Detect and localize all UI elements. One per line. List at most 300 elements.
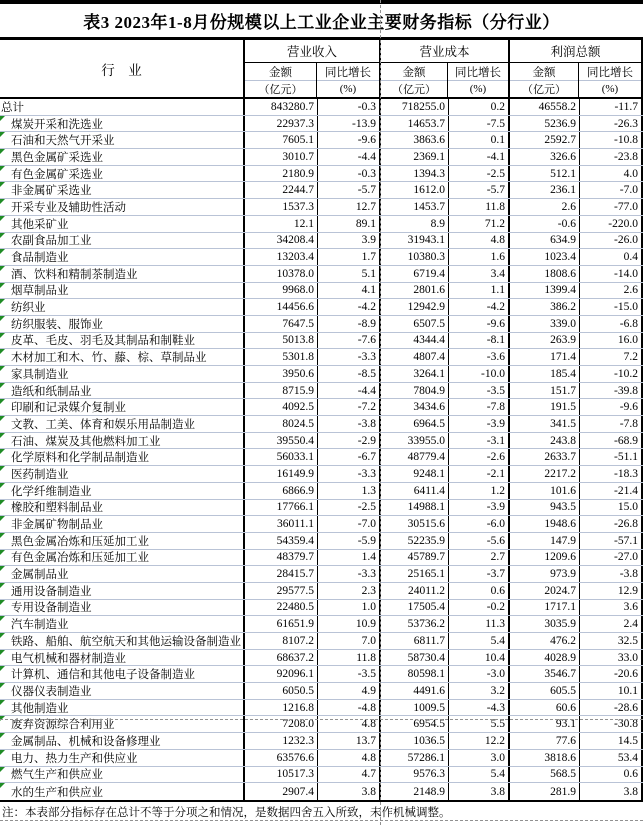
profit-amount-cell[interactable]: 2592.7 <box>510 132 580 148</box>
profit-growth-cell[interactable]: -14.0 <box>580 266 643 282</box>
industry-cell[interactable] <box>0 466 245 482</box>
profit-growth-cell[interactable]: 12.9 <box>580 583 643 599</box>
industry-cell[interactable] <box>0 733 245 749</box>
cost-amount-cell[interactable]: 2801.6 <box>381 283 449 299</box>
cost-amount-cell[interactable]: 6954.5 <box>381 716 449 732</box>
industry-cell[interactable] <box>0 299 245 315</box>
table-row[interactable] <box>0 316 643 333</box>
profit-growth-cell[interactable]: -10.8 <box>580 132 643 148</box>
revenue-growth-cell[interactable]: 11.8 <box>318 650 381 666</box>
revenue-growth-cell[interactable]: -7.2 <box>318 399 381 415</box>
table-row[interactable] <box>0 650 643 667</box>
industry-cell[interactable] <box>0 366 245 382</box>
table-row[interactable] <box>0 700 643 717</box>
table-row[interactable] <box>0 767 643 784</box>
revenue-growth-cell[interactable]: -7.6 <box>318 333 381 349</box>
revenue-growth-cell[interactable]: -0.3 <box>318 166 381 182</box>
profit-growth-cell[interactable]: -11.7 <box>580 99 643 115</box>
revenue-amount-cell[interactable]: 4092.5 <box>245 399 318 415</box>
cost-growth-cell[interactable]: 11.8 <box>449 199 510 215</box>
cost-growth-cell[interactable]: -3.7 <box>449 566 510 582</box>
profit-growth-cell[interactable]: 3.8 <box>580 783 643 800</box>
profit-amount-cell[interactable]: 147.9 <box>510 533 580 549</box>
cost-amount-cell[interactable]: 52235.9 <box>381 533 449 549</box>
revenue-growth-cell[interactable]: -9.6 <box>318 132 381 148</box>
profit-amount-cell[interactable]: -0.6 <box>510 216 580 232</box>
industry-cell[interactable] <box>0 550 245 566</box>
cost-amount-cell[interactable]: 1612.0 <box>381 182 449 198</box>
cost-amount-cell[interactable]: 45789.7 <box>381 550 449 566</box>
profit-growth-cell[interactable]: -15.0 <box>580 299 643 315</box>
profit-growth-cell[interactable]: 2.6 <box>580 283 643 299</box>
profit-growth-cell[interactable]: 0.4 <box>580 249 643 265</box>
cost-amount-cell[interactable]: 58730.4 <box>381 650 449 666</box>
revenue-growth-cell[interactable]: -5.7 <box>318 182 381 198</box>
header-industry[interactable]: 行 业 <box>0 40 245 97</box>
cost-amount-cell[interactable]: 33955.0 <box>381 433 449 449</box>
profit-amount-cell[interactable]: 1399.4 <box>510 283 580 299</box>
revenue-amount-cell[interactable]: 68637.2 <box>245 650 318 666</box>
cost-growth-cell[interactable]: 1.1 <box>449 283 510 299</box>
industry-cell[interactable] <box>0 149 245 165</box>
table-row[interactable] <box>0 333 643 350</box>
revenue-growth-cell[interactable]: -2.9 <box>318 433 381 449</box>
revenue-growth-cell[interactable]: 4.9 <box>318 683 381 699</box>
revenue-amount-cell[interactable]: 36011.1 <box>245 516 318 532</box>
profit-growth-cell[interactable]: 10.1 <box>580 683 643 699</box>
revenue-amount-cell[interactable]: 10378.0 <box>245 266 318 282</box>
header-cost-growth[interactable]: 同比增长 (%) <box>448 63 508 97</box>
cost-growth-cell[interactable]: 12.2 <box>449 733 510 749</box>
profit-amount-cell[interactable]: 386.2 <box>510 299 580 315</box>
cost-growth-cell[interactable]: -4.1 <box>449 149 510 165</box>
cost-growth-cell[interactable]: -7.5 <box>449 116 510 132</box>
table-row[interactable] <box>0 566 643 583</box>
cost-growth-cell[interactable]: -9.6 <box>449 316 510 332</box>
cost-growth-cell[interactable]: 3.0 <box>449 750 510 766</box>
profit-growth-cell[interactable]: -18.3 <box>580 466 643 482</box>
profit-amount-cell[interactable]: 2024.7 <box>510 583 580 599</box>
revenue-growth-cell[interactable]: 3.9 <box>318 233 381 249</box>
revenue-growth-cell[interactable]: -7.0 <box>318 516 381 532</box>
cost-growth-cell[interactable]: 1.6 <box>449 249 510 265</box>
industry-cell[interactable] <box>0 132 245 148</box>
profit-growth-cell[interactable]: -23.8 <box>580 149 643 165</box>
cost-amount-cell[interactable]: 3264.1 <box>381 366 449 382</box>
revenue-growth-cell[interactable]: -8.9 <box>318 316 381 332</box>
profit-amount-cell[interactable]: 339.0 <box>510 316 580 332</box>
revenue-growth-cell[interactable]: -2.5 <box>318 500 381 516</box>
profit-amount-cell[interactable]: 2217.2 <box>510 466 580 482</box>
revenue-amount-cell[interactable]: 54359.4 <box>245 533 318 549</box>
cost-growth-cell[interactable]: 3.4 <box>449 266 510 282</box>
revenue-amount-cell[interactable]: 29577.5 <box>245 583 318 599</box>
revenue-growth-cell[interactable]: -5.9 <box>318 533 381 549</box>
industry-cell[interactable] <box>0 349 245 365</box>
cost-amount-cell[interactable]: 9248.1 <box>381 466 449 482</box>
cost-growth-cell[interactable]: 2.7 <box>449 550 510 566</box>
cost-growth-cell[interactable]: 71.2 <box>449 216 510 232</box>
industry-cell[interactable] <box>0 383 245 399</box>
cost-growth-cell[interactable]: -5.7 <box>449 182 510 198</box>
industry-cell[interactable] <box>0 716 245 732</box>
cost-amount-cell[interactable]: 24011.2 <box>381 583 449 599</box>
cost-growth-cell[interactable]: -2.5 <box>449 166 510 182</box>
profit-growth-cell[interactable]: -9.6 <box>580 399 643 415</box>
cost-growth-cell[interactable]: 3.2 <box>449 683 510 699</box>
profit-amount-cell[interactable]: 243.8 <box>510 433 580 449</box>
cost-amount-cell[interactable]: 80598.1 <box>381 666 449 682</box>
revenue-amount-cell[interactable]: 6050.5 <box>245 683 318 699</box>
revenue-growth-cell[interactable]: -8.5 <box>318 366 381 382</box>
table-row[interactable] <box>0 116 643 133</box>
revenue-growth-cell[interactable]: -3.8 <box>318 416 381 432</box>
revenue-growth-cell[interactable]: 4.8 <box>318 750 381 766</box>
header-revenue-label[interactable]: 营业收入 <box>245 40 379 63</box>
cost-amount-cell[interactable]: 1036.5 <box>381 733 449 749</box>
profit-growth-cell[interactable]: -26.0 <box>580 233 643 249</box>
profit-growth-cell[interactable]: 3.6 <box>580 600 643 616</box>
profit-amount-cell[interactable]: 512.1 <box>510 166 580 182</box>
revenue-growth-cell[interactable]: 4.8 <box>318 716 381 732</box>
revenue-growth-cell[interactable]: -4.2 <box>318 299 381 315</box>
cost-amount-cell[interactable]: 48779.4 <box>381 449 449 465</box>
profit-growth-cell[interactable]: 7.2 <box>580 349 643 365</box>
industry-cell[interactable] <box>0 700 245 716</box>
table-row[interactable] <box>0 266 643 283</box>
page-title[interactable]: 表3 2023年1-8月份规模以上工业企业主要财务指标（分行业） <box>83 13 560 32</box>
industry-cell[interactable] <box>0 683 245 699</box>
revenue-amount-cell[interactable]: 7647.5 <box>245 316 318 332</box>
industry-cell[interactable] <box>0 216 245 232</box>
revenue-growth-cell[interactable]: -3.5 <box>318 666 381 682</box>
table-row[interactable] <box>0 399 643 416</box>
cost-growth-cell[interactable]: -0.2 <box>449 600 510 616</box>
industry-cell[interactable] <box>0 750 245 766</box>
profit-amount-cell[interactable]: 2633.7 <box>510 449 580 465</box>
profit-amount-cell[interactable]: 185.4 <box>510 366 580 382</box>
revenue-amount-cell[interactable]: 1232.3 <box>245 733 318 749</box>
cost-amount-cell[interactable]: 718255.0 <box>381 99 449 115</box>
header-profit-amount[interactable]: 金额 （亿元） <box>510 63 579 97</box>
industry-cell[interactable] <box>0 416 245 432</box>
cost-amount-cell[interactable]: 6719.4 <box>381 266 449 282</box>
cost-growth-cell[interactable]: 1.2 <box>449 483 510 499</box>
cost-growth-cell[interactable]: 11.3 <box>449 616 510 632</box>
industry-cell[interactable] <box>0 783 245 800</box>
profit-amount-cell[interactable]: 973.9 <box>510 566 580 582</box>
profit-amount-cell[interactable]: 3546.7 <box>510 666 580 682</box>
cost-amount-cell[interactable]: 6507.5 <box>381 316 449 332</box>
table-row[interactable] <box>0 633 643 650</box>
cost-growth-cell[interactable]: -3.5 <box>449 383 510 399</box>
profit-growth-cell[interactable]: 2.4 <box>580 616 643 632</box>
revenue-amount-cell[interactable]: 2180.9 <box>245 166 318 182</box>
revenue-growth-cell[interactable]: -3.3 <box>318 466 381 482</box>
table-row[interactable] <box>0 199 643 216</box>
profit-amount-cell[interactable]: 326.6 <box>510 149 580 165</box>
industry-cell[interactable] <box>0 616 245 632</box>
profit-amount-cell[interactable]: 77.6 <box>510 733 580 749</box>
industry-cell[interactable] <box>0 316 245 332</box>
profit-amount-cell[interactable]: 60.6 <box>510 700 580 716</box>
table-row[interactable] <box>0 349 643 366</box>
profit-amount-cell[interactable]: 476.2 <box>510 633 580 649</box>
revenue-amount-cell[interactable]: 10517.3 <box>245 767 318 783</box>
revenue-amount-cell[interactable]: 8715.9 <box>245 383 318 399</box>
footnote-text[interactable]: 注：本表部分指标存在总计不等于分项之和情况，是数据四舍五入所致，未作机械调整。 <box>2 807 451 820</box>
revenue-growth-cell[interactable]: 4.1 <box>318 283 381 299</box>
revenue-growth-cell[interactable]: -4.8 <box>318 700 381 716</box>
industry-cell[interactable] <box>0 583 245 599</box>
revenue-amount-cell[interactable]: 3950.6 <box>245 366 318 382</box>
header-profit-label[interactable]: 利润总额 <box>510 40 641 63</box>
cost-growth-cell[interactable]: 10.4 <box>449 650 510 666</box>
profit-growth-cell[interactable]: -21.4 <box>580 483 643 499</box>
profit-amount-cell[interactable]: 1948.6 <box>510 516 580 532</box>
profit-amount-cell[interactable]: 101.6 <box>510 483 580 499</box>
cost-growth-cell[interactable]: 3.8 <box>449 783 510 800</box>
profit-amount-cell[interactable]: 93.1 <box>510 716 580 732</box>
profit-amount-cell[interactable]: 634.9 <box>510 233 580 249</box>
table-row[interactable] <box>0 299 643 316</box>
revenue-amount-cell[interactable]: 5013.8 <box>245 333 318 349</box>
revenue-growth-cell[interactable]: 4.7 <box>318 767 381 783</box>
profit-growth-cell[interactable]: 4.0 <box>580 166 643 182</box>
cost-amount-cell[interactable]: 57286.1 <box>381 750 449 766</box>
cost-amount-cell[interactable]: 10380.3 <box>381 249 449 265</box>
cost-growth-cell[interactable]: -2.6 <box>449 449 510 465</box>
table-row[interactable] <box>0 733 643 750</box>
profit-growth-cell[interactable]: -26.3 <box>580 116 643 132</box>
revenue-amount-cell[interactable]: 39550.4 <box>245 433 318 449</box>
profit-growth-cell[interactable]: -28.6 <box>580 700 643 716</box>
cost-amount-cell[interactable]: 2369.1 <box>381 149 449 165</box>
profit-growth-cell[interactable]: 53.4 <box>580 750 643 766</box>
revenue-amount-cell[interactable]: 61651.9 <box>245 616 318 632</box>
table-row[interactable] <box>0 466 643 483</box>
industry-cell[interactable] <box>0 99 245 115</box>
profit-growth-cell[interactable]: -10.2 <box>580 366 643 382</box>
industry-cell[interactable] <box>0 566 245 582</box>
cost-growth-cell[interactable]: -3.6 <box>449 349 510 365</box>
profit-amount-cell[interactable]: 1209.6 <box>510 550 580 566</box>
industry-cell[interactable] <box>0 516 245 532</box>
industry-cell[interactable] <box>0 633 245 649</box>
profit-amount-cell[interactable]: 3035.9 <box>510 616 580 632</box>
cost-amount-cell[interactable]: 30515.6 <box>381 516 449 532</box>
revenue-amount-cell[interactable]: 22937.3 <box>245 116 318 132</box>
profit-amount-cell[interactable]: 46558.2 <box>510 99 580 115</box>
profit-growth-cell[interactable]: -27.0 <box>580 550 643 566</box>
cost-amount-cell[interactable]: 7804.9 <box>381 383 449 399</box>
profit-growth-cell[interactable]: 33.0 <box>580 650 643 666</box>
revenue-amount-cell[interactable]: 22480.5 <box>245 600 318 616</box>
cost-amount-cell[interactable]: 12942.9 <box>381 299 449 315</box>
cost-amount-cell[interactable]: 14988.1 <box>381 500 449 516</box>
cost-amount-cell[interactable]: 14653.7 <box>381 116 449 132</box>
profit-amount-cell[interactable]: 3818.6 <box>510 750 580 766</box>
cost-growth-cell[interactable]: 5.4 <box>449 633 510 649</box>
industry-cell[interactable] <box>0 233 245 249</box>
profit-amount-cell[interactable]: 236.1 <box>510 182 580 198</box>
profit-growth-cell[interactable]: -6.8 <box>580 316 643 332</box>
profit-amount-cell[interactable]: 605.5 <box>510 683 580 699</box>
revenue-amount-cell[interactable]: 8107.2 <box>245 633 318 649</box>
table-row[interactable] <box>0 616 643 633</box>
table-row[interactable] <box>0 550 643 567</box>
cost-amount-cell[interactable]: 6811.7 <box>381 633 449 649</box>
profit-amount-cell[interactable]: 1023.4 <box>510 249 580 265</box>
table-row[interactable] <box>0 716 643 733</box>
revenue-growth-cell[interactable]: 12.7 <box>318 199 381 215</box>
revenue-amount-cell[interactable]: 34208.4 <box>245 233 318 249</box>
revenue-amount-cell[interactable]: 12.1 <box>245 216 318 232</box>
profit-growth-cell[interactable]: 16.0 <box>580 333 643 349</box>
industry-cell[interactable] <box>0 533 245 549</box>
revenue-growth-cell[interactable]: -3.3 <box>318 566 381 582</box>
revenue-amount-cell[interactable]: 7605.1 <box>245 132 318 148</box>
profit-growth-cell[interactable]: -220.0 <box>580 216 643 232</box>
revenue-amount-cell[interactable]: 1537.3 <box>245 199 318 215</box>
industry-cell[interactable] <box>0 199 245 215</box>
cost-amount-cell[interactable]: 6964.5 <box>381 416 449 432</box>
industry-cell[interactable] <box>0 600 245 616</box>
cost-growth-cell[interactable]: -7.8 <box>449 399 510 415</box>
cost-amount-cell[interactable]: 8.9 <box>381 216 449 232</box>
revenue-growth-cell[interactable]: 10.9 <box>318 616 381 632</box>
revenue-amount-cell[interactable]: 28415.7 <box>245 566 318 582</box>
cost-amount-cell[interactable]: 4491.6 <box>381 683 449 699</box>
cost-growth-cell[interactable]: -4.3 <box>449 700 510 716</box>
industry-cell[interactable] <box>0 399 245 415</box>
profit-growth-cell[interactable]: -39.8 <box>580 383 643 399</box>
revenue-amount-cell[interactable]: 16149.9 <box>245 466 318 482</box>
industry-cell[interactable] <box>0 483 245 499</box>
cost-growth-cell[interactable]: -6.0 <box>449 516 510 532</box>
table-row[interactable] <box>0 483 643 500</box>
cost-amount-cell[interactable]: 3434.6 <box>381 399 449 415</box>
cost-growth-cell[interactable]: 0.1 <box>449 132 510 148</box>
revenue-amount-cell[interactable]: 63576.6 <box>245 750 318 766</box>
industry-cell[interactable] <box>0 500 245 516</box>
header-revenue-amount[interactable]: 金额 （亿元） <box>245 63 317 97</box>
revenue-amount-cell[interactable]: 56033.1 <box>245 449 318 465</box>
industry-cell[interactable] <box>0 333 245 349</box>
profit-amount-cell[interactable]: 943.5 <box>510 500 580 516</box>
revenue-growth-cell[interactable]: -4.4 <box>318 383 381 399</box>
profit-growth-cell[interactable]: -57.1 <box>580 533 643 549</box>
cost-amount-cell[interactable]: 6411.4 <box>381 483 449 499</box>
profit-growth-cell[interactable]: -3.8 <box>580 566 643 582</box>
header-cost-amount[interactable]: 金额 （亿元） <box>381 63 448 97</box>
revenue-amount-cell[interactable]: 8024.5 <box>245 416 318 432</box>
table-row[interactable] <box>0 233 643 250</box>
revenue-growth-cell[interactable]: -6.7 <box>318 449 381 465</box>
table-row[interactable] <box>0 366 643 383</box>
industry-cell[interactable] <box>0 249 245 265</box>
profit-amount-cell[interactable]: 1717.1 <box>510 600 580 616</box>
revenue-amount-cell[interactable]: 2244.7 <box>245 182 318 198</box>
revenue-amount-cell[interactable]: 14456.6 <box>245 299 318 315</box>
cost-growth-cell[interactable]: -8.1 <box>449 333 510 349</box>
profit-growth-cell[interactable]: -20.6 <box>580 666 643 682</box>
table-row[interactable] <box>0 149 643 166</box>
revenue-growth-cell[interactable]: 1.0 <box>318 600 381 616</box>
industry-cell[interactable] <box>0 116 245 132</box>
revenue-growth-cell[interactable]: -0.3 <box>318 99 381 115</box>
revenue-amount-cell[interactable]: 5301.8 <box>245 349 318 365</box>
revenue-growth-cell[interactable]: -13.9 <box>318 116 381 132</box>
profit-amount-cell[interactable]: 568.5 <box>510 767 580 783</box>
industry-cell[interactable] <box>0 449 245 465</box>
profit-growth-cell[interactable]: -51.1 <box>580 449 643 465</box>
profit-amount-cell[interactable]: 2.6 <box>510 199 580 215</box>
table-row[interactable] <box>0 783 643 800</box>
revenue-amount-cell[interactable]: 3010.7 <box>245 149 318 165</box>
revenue-amount-cell[interactable]: 17766.1 <box>245 500 318 516</box>
table-row[interactable] <box>0 416 643 433</box>
table-row[interactable] <box>0 683 643 700</box>
table-row[interactable] <box>0 249 643 266</box>
industry-cell[interactable] <box>0 166 245 182</box>
revenue-amount-cell[interactable]: 9968.0 <box>245 283 318 299</box>
table-row[interactable] <box>0 583 643 600</box>
cost-growth-cell[interactable]: -4.2 <box>449 299 510 315</box>
cost-amount-cell[interactable]: 17505.4 <box>381 600 449 616</box>
table-row[interactable] <box>0 516 643 533</box>
table-row[interactable] <box>0 283 643 300</box>
cost-growth-cell[interactable]: -10.0 <box>449 366 510 382</box>
table-row[interactable] <box>0 383 643 400</box>
profit-growth-cell[interactable]: -68.9 <box>580 433 643 449</box>
cost-growth-cell[interactable]: 4.8 <box>449 233 510 249</box>
profit-amount-cell[interactable]: 263.9 <box>510 333 580 349</box>
cost-growth-cell[interactable]: 5.4 <box>449 767 510 783</box>
header-cost-label[interactable]: 营业成本 <box>381 40 508 63</box>
table-row[interactable] <box>0 750 643 767</box>
cost-growth-cell[interactable]: -3.0 <box>449 666 510 682</box>
header-revenue-growth[interactable]: 同比增长 (%) <box>317 63 379 97</box>
profit-amount-cell[interactable]: 281.9 <box>510 783 580 800</box>
profit-amount-cell[interactable]: 191.5 <box>510 399 580 415</box>
table-row[interactable] <box>0 182 643 199</box>
table-row[interactable] <box>0 433 643 450</box>
profit-amount-cell[interactable]: 341.5 <box>510 416 580 432</box>
revenue-amount-cell[interactable]: 2907.4 <box>245 783 318 800</box>
revenue-growth-cell[interactable]: 13.7 <box>318 733 381 749</box>
cost-amount-cell[interactable]: 1009.5 <box>381 700 449 716</box>
table-row[interactable] <box>0 500 643 517</box>
table-row[interactable] <box>0 216 643 233</box>
profit-growth-cell[interactable]: -7.0 <box>580 182 643 198</box>
industry-cell[interactable] <box>0 433 245 449</box>
cost-growth-cell[interactable]: -3.9 <box>449 500 510 516</box>
cost-amount-cell[interactable]: 25165.1 <box>381 566 449 582</box>
cost-amount-cell[interactable]: 3863.6 <box>381 132 449 148</box>
revenue-growth-cell[interactable]: 1.7 <box>318 249 381 265</box>
revenue-amount-cell[interactable]: 1216.8 <box>245 700 318 716</box>
cost-amount-cell[interactable]: 2148.9 <box>381 783 449 800</box>
cost-growth-cell[interactable]: 0.6 <box>449 583 510 599</box>
revenue-growth-cell[interactable]: 89.1 <box>318 216 381 232</box>
table-row[interactable] <box>0 166 643 183</box>
table-row[interactable] <box>0 99 643 116</box>
cost-amount-cell[interactable]: 4807.4 <box>381 349 449 365</box>
cost-growth-cell[interactable]: -3.1 <box>449 433 510 449</box>
cost-amount-cell[interactable]: 1394.3 <box>381 166 449 182</box>
profit-growth-cell[interactable]: -77.0 <box>580 199 643 215</box>
